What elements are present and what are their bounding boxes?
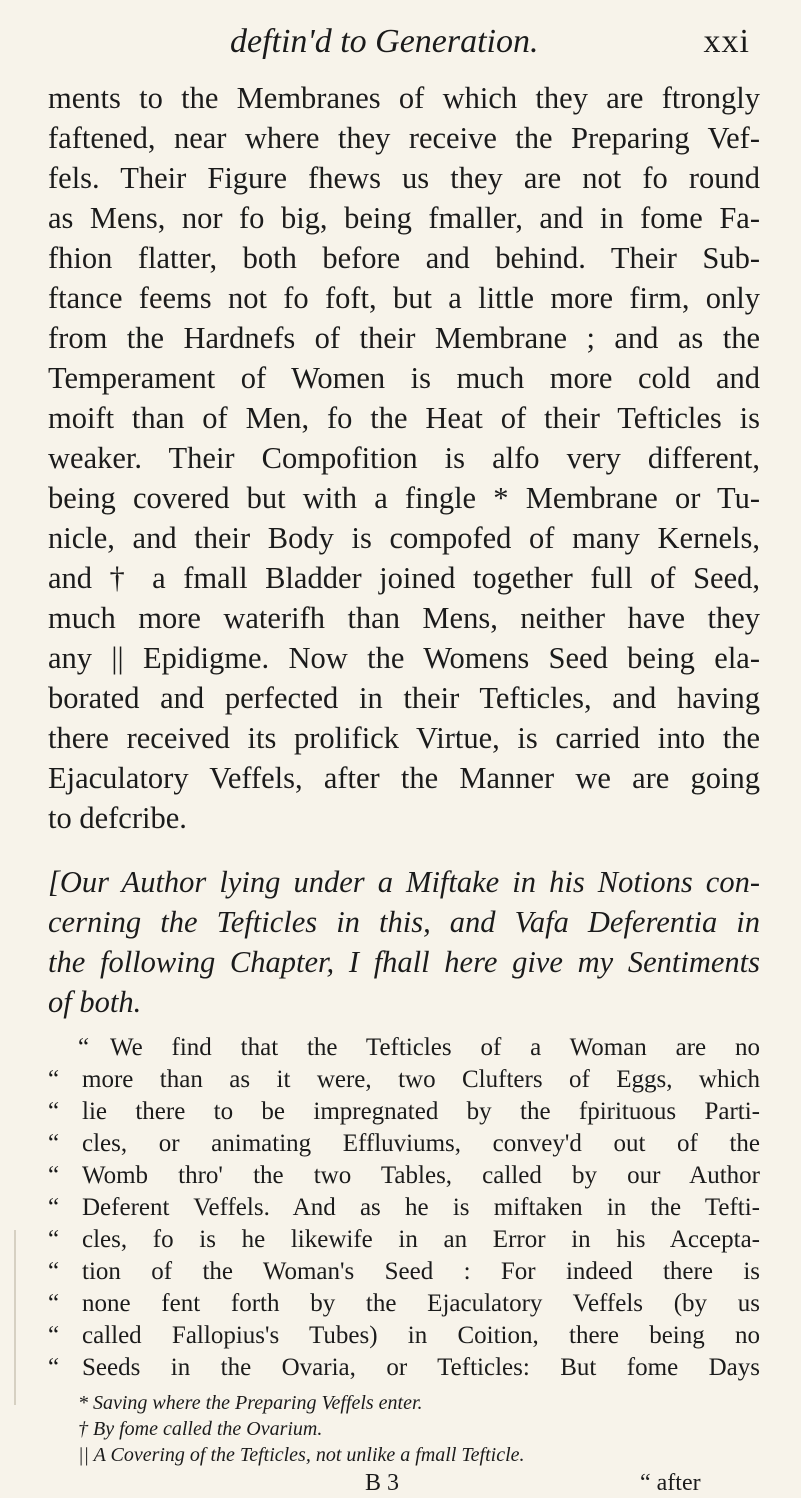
quote-mark: “ (48, 1066, 60, 1093)
quote-mark: “ (48, 1098, 60, 1125)
running-header (230, 22, 750, 62)
quote-line: tion of the Woman's Seed : For indeed there is (82, 1258, 760, 1285)
quote-mark: “ (48, 1194, 60, 1221)
running-title: deftin'd to Generation. (230, 23, 539, 60)
quote-line: cles, or animating Effluviums, convey'd out of the (82, 1130, 760, 1157)
quote-mark: “ (48, 1226, 60, 1253)
editor-note-line: of both. (48, 985, 142, 1019)
quote-line: Seeds in the Ovaria, or Tefticles: But fome Days (82, 1354, 760, 1381)
body-line: much more waterifh than Mens, neither have they (48, 601, 760, 635)
quote-line: lie there to be impregnated by the fpirituous Parti- (82, 1098, 760, 1125)
quote-line: Deferent Veffels. And as he is miftaken in the Tefti- (82, 1194, 760, 1221)
quote-line: called Fallopius's Tubes) in Coition, there being no (82, 1322, 760, 1349)
body-line: from the Hardnefs of their Membrane ; and as the (48, 321, 760, 355)
body-line: borated and perfected in their Tefticles, and having (48, 681, 760, 715)
quote-mark: “ (48, 1258, 60, 1285)
footnote: † By fome called the Ovarium. (78, 1418, 323, 1440)
body-line: ftance feems not fo foft, but a little more firm, only (48, 281, 760, 315)
quote-mark: “ (48, 1322, 60, 1349)
quote-line: more than as it were, two Clufters of Eggs, which (82, 1066, 760, 1093)
body-line: moift than of Men, fo the Heat of their Tefticles is (48, 401, 760, 435)
body-line: as Mens, nor fo big, being fmaller, and in fome Fa- (48, 201, 760, 235)
body-line: faftened, near where they receive the Preparing Vef- (48, 121, 760, 155)
body-line: to defcribe. (48, 801, 187, 835)
editor-note-line: the following Chapter, I fhall here give my Sentiments (48, 945, 760, 979)
body-line: nicle, and their Body is compofed of many Kernels, (48, 521, 760, 555)
quote-mark: “ (48, 1162, 60, 1189)
catchword: “ after (640, 1470, 701, 1496)
editor-note-line: cerning the Tefticles in this, and Vafa Deferentia in (48, 905, 760, 939)
body-line: fels. Their Figure fhews us they are not fo round (48, 161, 760, 195)
page-edge-shadow (14, 1230, 16, 1405)
footnote: * Saving where the Preparing Veffels enter. (78, 1392, 423, 1414)
quote-mark: “ (48, 1130, 60, 1157)
quote-mark: “ (48, 1354, 60, 1381)
body-line: fhion flatter, both before and behind. Their Sub- (48, 241, 760, 275)
quote-mark: “ (78, 1034, 90, 1061)
body-line: any || Epidigme. Now the Womens Seed being ela- (48, 641, 760, 675)
quote-line: cles, fo is he likewife in an Error in his Accepta- (82, 1226, 760, 1253)
quote-line: We find that the Tefticles of a Woman are no (110, 1034, 760, 1061)
body-line: and † a fmall Bladder joined together full of Seed, (48, 561, 760, 595)
footnote: || A Covering of the Tefticles, not unlike a fmall Tefticle. (78, 1444, 525, 1466)
body-line: being covered but with a fingle * Membrane or Tu- (48, 481, 760, 515)
quote-mark: “ (48, 1290, 60, 1317)
body-line: there received its prolifick Virtue, is carried into the (48, 721, 760, 755)
page-number: xxi (703, 23, 750, 60)
quote-line: none fent forth by the Ejaculatory Veffels (by us (82, 1290, 760, 1317)
body-line: Temperament of Women is much more cold and (48, 361, 760, 395)
printer-signature: B 3 (365, 1470, 400, 1496)
editor-note-line: [Our Author lying under a Miftake in his Notions con- (48, 865, 760, 899)
quote-line: Womb thro' the two Tables, called by our Author (82, 1162, 760, 1189)
body-line: Ejaculatory Veffels, after the Manner we are going (48, 761, 760, 795)
body-line: ments to the Membranes of which they are ftrongly (48, 81, 760, 115)
body-line: weaker. Their Compofition is alfo very different, (48, 441, 760, 475)
